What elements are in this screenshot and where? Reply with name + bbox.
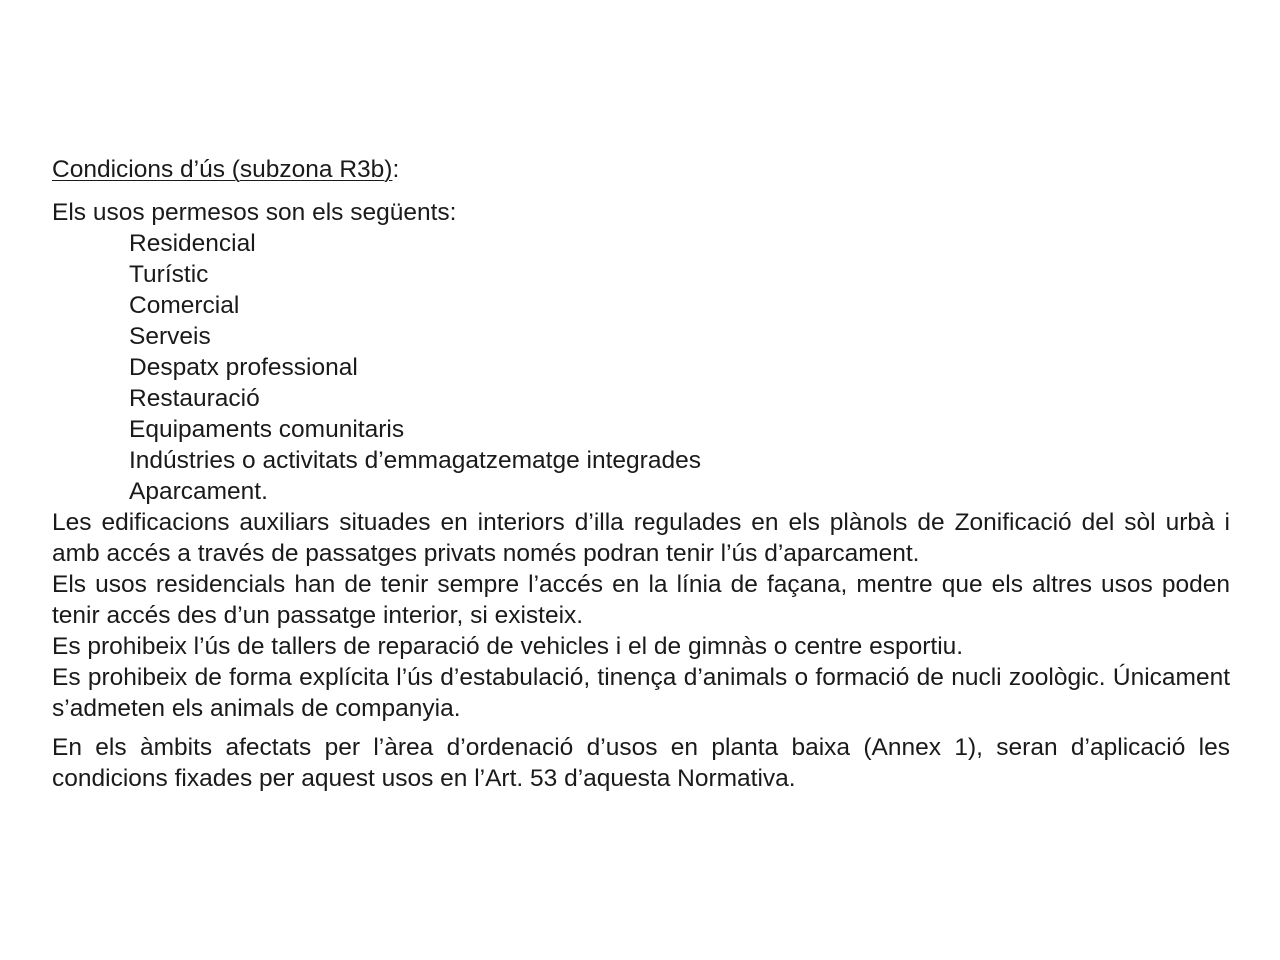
paragraph-animals-prohibited: Es prohibeix de forma explícita l’ús d’estabulació, tinença d’animals o formació de nucli zoològic. Únicament s’admeten els animals de companyia. (52, 664, 1230, 722)
paragraph-workshops-prohibited: Es prohibeix l’ús de tallers de reparació de vehicles i el de gimnàs o centre esportiu. (52, 633, 964, 660)
list-item-use: Turístic (129, 261, 209, 288)
paragraph-ground-floor-area: En els àmbits afectats per l’àrea d’ordenació d’usos en planta baixa (Annex 1), seran d’aplicació les condicions fixades per aquest usos en l’Art. 53 d’aquesta Normativa. (52, 734, 1230, 792)
list-item-use: Indústries o activitats d’emmagatzematge integrades (129, 447, 701, 474)
list-item-use: Comercial (129, 292, 240, 319)
paragraph-auxiliary-buildings: Les edificacions auxiliars situades en interiors d’illa regulades en els plànols de Zonificació del sòl urbà i amb accés a través de passatges privats només podran tenir l’ús d’aparcament. (52, 509, 1230, 567)
uses-intro: Els usos permesos son els següents: (52, 199, 457, 226)
list-item-use: Despatx professional (129, 354, 358, 381)
section-heading-underlined: Condicions d’ús (subzona R3b) (52, 156, 393, 183)
section-heading-suffix: : (392, 156, 400, 183)
list-item-use: Serveis (129, 323, 211, 350)
list-item-use: Restauració (129, 385, 260, 412)
list-item-use: Residencial (129, 230, 256, 257)
permitted-uses-list (52, 228, 1230, 507)
list-item-use: Equipaments comunitaris (129, 416, 405, 443)
paragraph-residential-access: Els usos residencials han de tenir sempre l’accés en la línia de façana, mentre que els altres usos poden tenir accés des d’un passatge interior, si existeix. (52, 571, 1230, 629)
document-body (52, 154, 1230, 794)
section-heading (52, 154, 1230, 185)
list-item-use: Aparcament. (129, 478, 268, 505)
